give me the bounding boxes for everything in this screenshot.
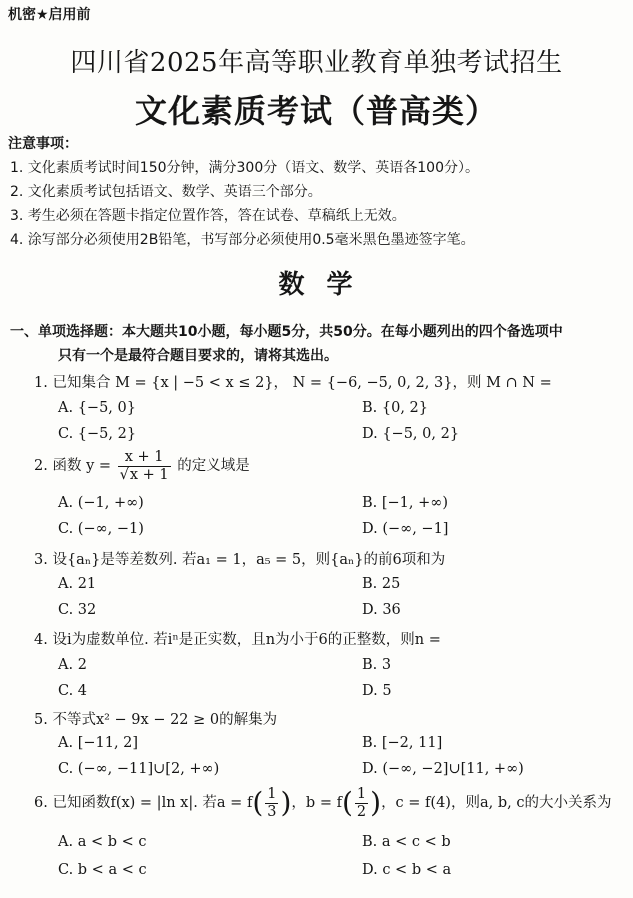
- option-c: C. b < a < c: [58, 862, 147, 878]
- fraction-denominator: √x + 1: [119, 466, 169, 483]
- question-text: ，b = f: [291, 795, 342, 812]
- notice-item: 1. 文化素质考试时间150分钟，满分300分（语文、数学、英语各100分）。: [10, 160, 479, 176]
- option-b: B. {0, 2}: [362, 400, 428, 416]
- question-5: [34, 708, 277, 729]
- option-d: D. (−∞, −1]: [362, 521, 449, 537]
- confidential-mark: 机密★启用前: [8, 7, 91, 23]
- option-d: D. {−5, 0, 2}: [362, 426, 460, 442]
- option-c: C. (−∞, −11]∪[2, +∞): [58, 761, 220, 777]
- option-b: B. [−2, 11]: [362, 735, 443, 751]
- paren-open: (: [341, 786, 353, 820]
- option-c: C. 4: [58, 683, 88, 699]
- section-heading-cont: 只有一个是最符合题目要求的，请将其选出。: [58, 348, 338, 364]
- question-text: 已知集合: [52, 375, 111, 391]
- option-a: A. {−5, 0}: [58, 400, 136, 416]
- set-m: M = {x | −5 < x ≤ 2}: [115, 375, 274, 391]
- fraction: [265, 786, 278, 820]
- paren-open: (: [252, 786, 264, 820]
- question-text: ，c = f(4)，则a, b, c的大小关系为: [381, 795, 612, 812]
- option-c: C. 32: [58, 602, 97, 618]
- option-d: D. 36: [362, 602, 401, 618]
- notice-heading: 注意事项：: [8, 136, 78, 152]
- question-6: [34, 786, 611, 820]
- notice-item: 3. 考生必须在答题卡指定位置作答，答在试卷、草稿纸上无效。: [10, 208, 406, 224]
- question-number: 1.: [34, 375, 48, 391]
- sqrt-radicand: x + 1: [129, 466, 169, 483]
- question-number: 6.: [34, 795, 48, 812]
- question-number: 4.: [34, 632, 48, 648]
- option-a: A. 2: [58, 657, 87, 673]
- question-text: 的定义域是: [177, 458, 250, 475]
- fraction-denominator: 3: [267, 803, 277, 820]
- set-n: N = {−6, −5, 0, 2, 3}: [292, 375, 453, 391]
- option-d: D. c < b < a: [362, 862, 452, 878]
- paren-close: ): [280, 786, 292, 820]
- question-number: 5.: [34, 712, 48, 728]
- notice-item: 4. 涂写部分必须使用2B铅笔，书写部分必须使用0.5毫米黑色墨迹签字笔。: [10, 232, 475, 248]
- question-3: [34, 548, 445, 569]
- fraction-numerator: 1: [267, 786, 277, 802]
- option-a: A. [−11, 2]: [58, 735, 139, 751]
- option-c: C. {−5, 2}: [58, 426, 137, 442]
- question-ask: M ∩ N =: [486, 375, 552, 391]
- option-b: B. 25: [362, 576, 401, 592]
- question-text: 设i为虚数单位. 若iⁿ是正实数，且n为小于6的正整数，则n =: [52, 632, 441, 648]
- option-b: B. a < c < b: [362, 834, 451, 850]
- paren-close: ): [370, 786, 382, 820]
- option-d: D. 5: [362, 683, 392, 699]
- fraction: [118, 449, 171, 483]
- question-number: 2.: [34, 458, 48, 475]
- question-text: 不等式x² − 9x − 22 ≥ 0的解集为: [52, 712, 278, 728]
- option-c: C. (−∞, −1): [58, 521, 144, 537]
- question-number: 3.: [34, 552, 48, 568]
- fraction-numerator: 1: [356, 786, 367, 802]
- question-4: [34, 628, 441, 649]
- fraction: [355, 786, 368, 820]
- option-b: B. 3: [362, 657, 392, 673]
- subject-title: 数学: [278, 270, 375, 300]
- option-a: A. (−1, +∞): [58, 495, 144, 511]
- question-text: 函数: [52, 458, 82, 475]
- function-lhs: y =: [86, 458, 112, 475]
- question-text: 已知函数f(x) = |ln x|. 若a = f: [52, 795, 253, 812]
- question-text: ，则: [452, 375, 482, 391]
- question-2: [34, 449, 250, 483]
- fraction-numerator: x + 1: [118, 449, 171, 467]
- exam-title: 四川省2025年高等职业教育单独考试招生: [70, 48, 563, 78]
- notice-item: 2. 文化素质考试包括语文、数学、英语三个部分。: [10, 184, 322, 200]
- section-heading: 一、单项选择题：本大题共10小题，每小题5分，共50分。在每小题列出的四个备选项中: [10, 324, 563, 340]
- fraction-denominator: 2: [356, 803, 367, 820]
- option-a: A. a < b < c: [58, 834, 147, 850]
- exam-subtitle: 文化素质考试（普高类）: [134, 92, 498, 130]
- option-b: B. [−1, +∞): [362, 495, 449, 511]
- question-text: 设{aₙ}是等差数列. 若a₁ = 1，a₅ = 5，则{aₙ}的前6项和为: [52, 552, 446, 568]
- question-1: 1. 已知集合 M = {x | −5 < x ≤ 2}， N = {−6, −5, 0, 2, 3}，则 M ∩ N =: [34, 375, 552, 391]
- option-a: A. 21: [58, 576, 97, 592]
- option-d: D. (−∞, −2]∪[11, +∞): [362, 761, 524, 777]
